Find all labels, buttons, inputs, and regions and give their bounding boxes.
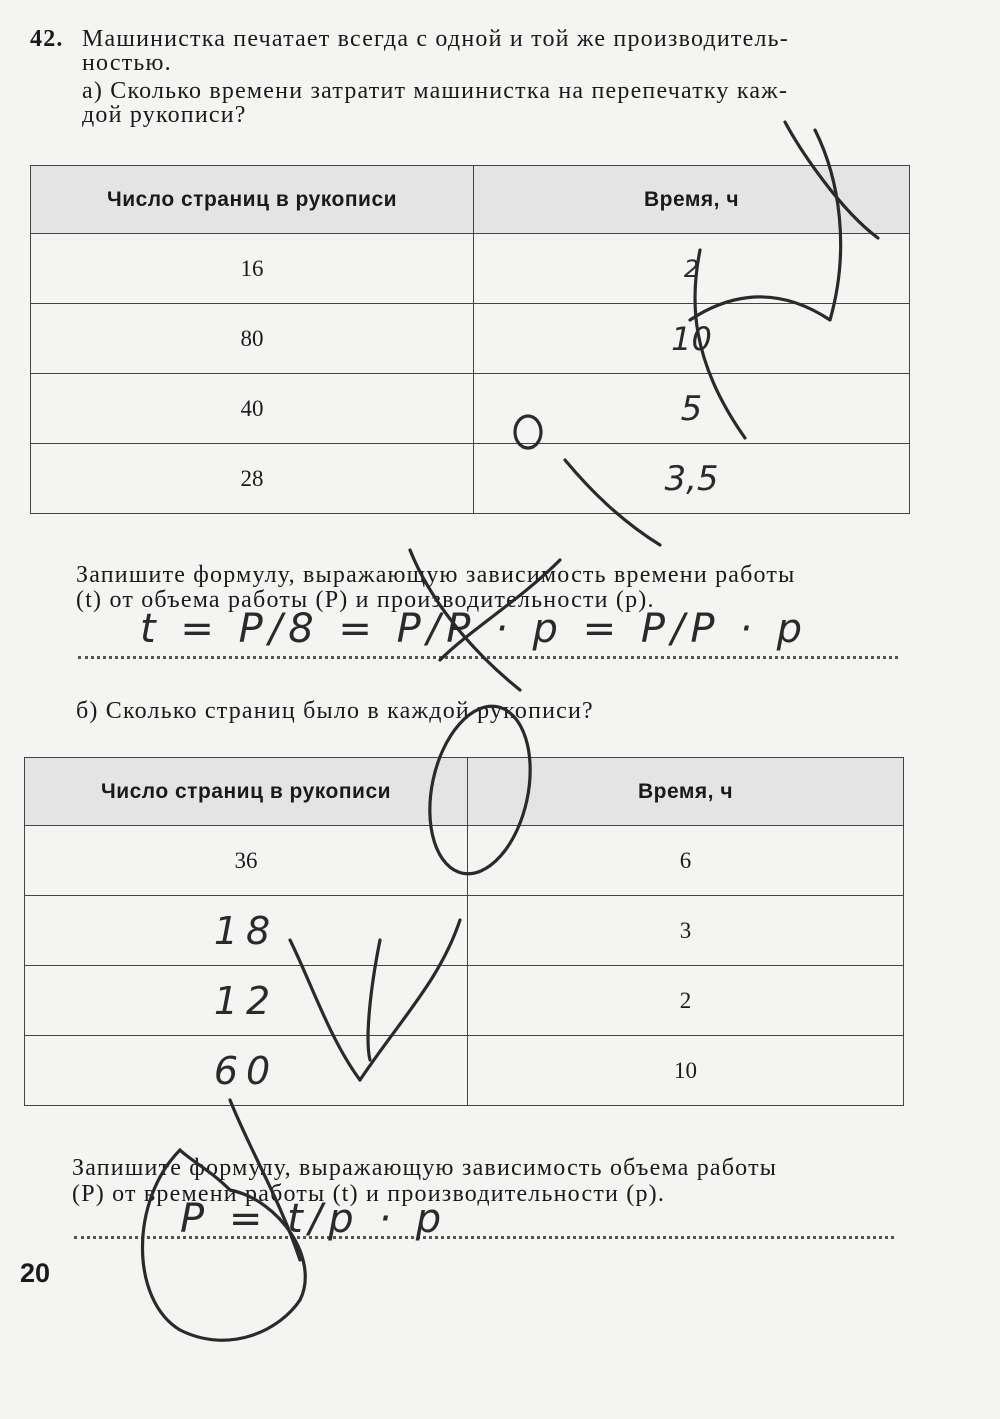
table-a-header-pages: Число страниц в рукописи	[31, 166, 474, 234]
task-intro-line2: ностью.	[82, 50, 172, 76]
formula-a-line2: (t) от объема работы (P) и производительности (p).	[76, 587, 655, 613]
task-number: 42.	[30, 26, 64, 52]
table-a-time-cell	[474, 444, 910, 514]
formula-b-line2: (P) от времени работы (t) и производительности (p).	[72, 1181, 666, 1207]
table-b-pages-cell	[25, 896, 468, 966]
table-a-time-handwritten: 2	[683, 254, 700, 283]
table-a-time-cell	[474, 374, 910, 444]
question-a-line1: а) Сколько времени затратит машинистка на перепечатку каж-	[82, 78, 789, 104]
question-b: б) Сколько страниц было в каждой рукописи?	[76, 698, 594, 724]
formula-b-handwritten: P = t/p · p	[180, 1196, 448, 1242]
table-b-time-cell: 10	[468, 1036, 904, 1106]
table-b-header-time: Время, ч	[468, 758, 904, 826]
table-b-pages-cell: 36	[25, 826, 468, 896]
table-b-pages-handwritten: 60	[213, 1048, 279, 1093]
table-a-time-handwritten: 10	[671, 319, 712, 358]
table-b-time-cell: 6	[468, 826, 904, 896]
formula-a-handwritten: t = P/8 = P/P · p = P/P · p	[140, 606, 809, 652]
table-a-time-handwritten: 5	[680, 388, 703, 429]
table-b-header-pages: Число страниц в рукописи	[25, 758, 468, 826]
table-b-pages-cell	[25, 1036, 468, 1106]
table-a	[30, 165, 910, 514]
page-number: 20	[20, 1258, 51, 1288]
table-b-time-cell: 2	[468, 966, 904, 1036]
table-b-pages-cell	[25, 966, 468, 1036]
formula-a-line1: Запишите формулу, выражающую зависимость времени работы	[76, 562, 796, 588]
table-a-pages-cell: 28	[31, 444, 474, 514]
task-intro-line1: Машинистка печатает всегда с одной и той же производитель-	[82, 26, 789, 52]
formula-b-line1: Запишите формулу, выражающую зависимость объема работы	[72, 1155, 778, 1181]
table-b-time-cell: 3	[468, 896, 904, 966]
table-a-time-cell	[474, 234, 910, 304]
table-b-pages-handwritten: 12	[213, 978, 279, 1023]
table-b	[24, 757, 904, 1106]
question-a-line2: дой рукописи?	[82, 102, 247, 128]
table-a-pages-cell: 80	[31, 304, 474, 374]
formula-a-answer-line	[78, 656, 898, 659]
table-a-pages-cell: 16	[31, 234, 474, 304]
table-a-header-time: Время, ч	[474, 166, 910, 234]
table-a-time-handwritten: 3,5	[664, 458, 719, 499]
table-b-pages-handwritten: 18	[213, 908, 279, 953]
table-a-time-cell	[474, 304, 910, 374]
table-a-pages-cell: 40	[31, 374, 474, 444]
